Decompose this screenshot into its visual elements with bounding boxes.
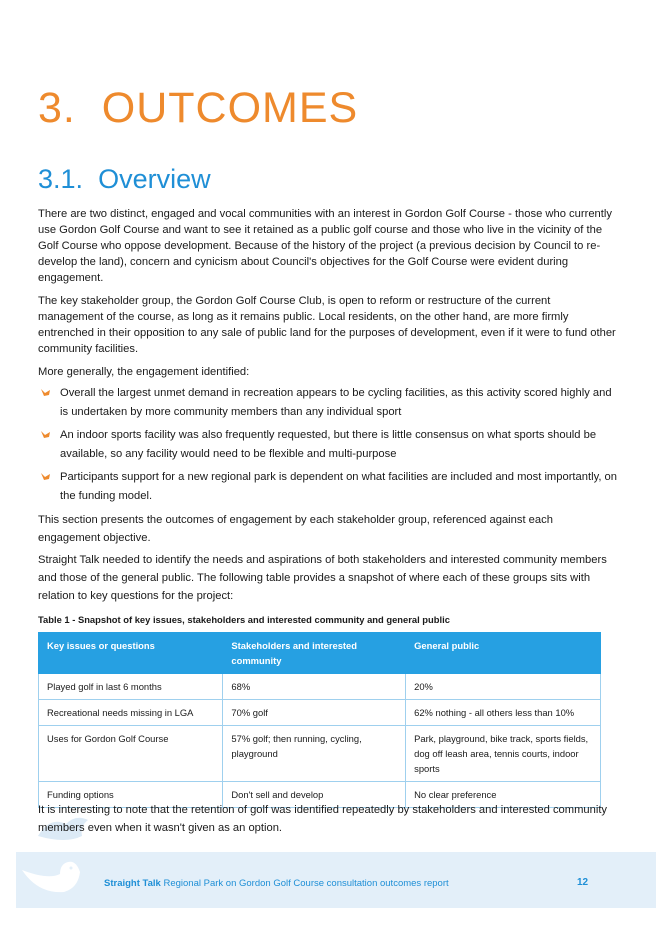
section-title: OUTCOMES bbox=[101, 84, 359, 132]
footer-title bbox=[104, 878, 449, 889]
list-item-text: An indoor sports facility was also frequently requested, but there is little consensus on what sports should be available, so any facility would need to be flexible and multi-purpose bbox=[60, 429, 597, 460]
paragraph-stakeholder-group: The key stakeholder group, the Gordon Golf Course Club, is open to reform or restructure of the current management of the course, as long as it remains public. Local residents, on the other hand, are more firmly entrenched in their opposition to any sale of public land for the purposes of development, even if it were to fund other community facilities. bbox=[38, 295, 616, 355]
paragraph-communities: There are two distinct, engaged and vocal communities with an interest in Gordon Golf Course - those who currently use Gordon Golf Course and want to see it retained as a public golf course and those who live in the vicinity of the Golf Course who oppose development. Because of the history of the project (a previous decision by Council to re-develop the land), concern and cynicism about Council's objectives for the Golf Course were evident during engagement. bbox=[38, 208, 612, 284]
paragraph-needs: Straight Talk needed to identify the needs and aspirations of both stakeholders and interested community members and those of the general public. The following table provides a snapshot of where each of these groups sits with relation to key questions for the project: bbox=[38, 554, 607, 602]
table-row bbox=[39, 674, 601, 700]
bird-bullet-icon bbox=[40, 387, 51, 398]
table-cell: 68% bbox=[223, 674, 406, 700]
paragraph-golf-retention: It is interesting to note that the retention of golf was identified repeatedly by stakeholders and interested community members even when it wasn't given as an option. bbox=[38, 804, 608, 834]
list-item bbox=[38, 384, 618, 422]
column-header: General public bbox=[406, 633, 601, 674]
list-item-text: Participants support for a new regional park is dependent on what facilities are included and most importantly, on the funding model. bbox=[60, 471, 617, 502]
table-cell: Funding options bbox=[39, 782, 223, 808]
subsection-title: Overview bbox=[98, 164, 211, 194]
column-header: Stakeholders and interested community bbox=[223, 633, 406, 674]
column-header: Key issues or questions bbox=[39, 633, 223, 674]
paragraph-engagement-intro: More generally, the engagement identified: bbox=[38, 366, 250, 378]
table-header-row bbox=[39, 633, 601, 674]
list-item bbox=[38, 426, 618, 464]
findings-list bbox=[38, 384, 618, 510]
list-item bbox=[38, 468, 618, 506]
list-item-text: Overall the largest unmet demand in recreation appears to be cycling facilities, as this activity scored highly and is undertaken by more community members than any individual sport bbox=[60, 387, 612, 418]
bird-bullet-icon bbox=[40, 429, 51, 440]
table-cell: 70% golf bbox=[223, 700, 406, 726]
subsection-heading bbox=[38, 164, 211, 195]
footer-report-title: Regional Park on Gordon Golf Course consultation outcomes report bbox=[163, 878, 449, 889]
table-cell: 62% nothing - all others less than 10% bbox=[406, 700, 601, 726]
table-row bbox=[39, 726, 601, 782]
table-cell: Played golf in last 6 months bbox=[39, 674, 223, 700]
paragraph-section-purpose: This section presents the outcomes of engagement by each stakeholder group, referenced against each engagement objective. bbox=[38, 514, 553, 544]
section-heading bbox=[38, 84, 358, 133]
table-cell: No clear preference bbox=[406, 782, 601, 808]
section-number: 3. bbox=[38, 84, 76, 132]
table-cell: Don't sell and develop bbox=[223, 782, 406, 808]
table-cell: 57% golf; then running, cycling, playground bbox=[223, 726, 406, 782]
table-row bbox=[39, 700, 601, 726]
bird-bullet-icon bbox=[40, 471, 51, 482]
table-cell: Park, playground, bike track, sports fields, dog off leash area, tennis courts, indoor sports bbox=[406, 726, 601, 782]
table-caption: Table 1 - Snapshot of key issues, stakeholders and interested community and general public bbox=[38, 614, 450, 625]
page-number: 12 bbox=[577, 877, 589, 888]
snapshot-table bbox=[38, 632, 601, 808]
table-cell: Recreational needs missing in LGA bbox=[39, 700, 223, 726]
subsection-number: 3.1. bbox=[38, 164, 84, 194]
footer-brand: Straight Talk bbox=[104, 878, 161, 889]
table-cell: 20% bbox=[406, 674, 601, 700]
bird-logo-icon bbox=[18, 850, 88, 910]
table-cell: Uses for Gordon Golf Course bbox=[39, 726, 223, 782]
